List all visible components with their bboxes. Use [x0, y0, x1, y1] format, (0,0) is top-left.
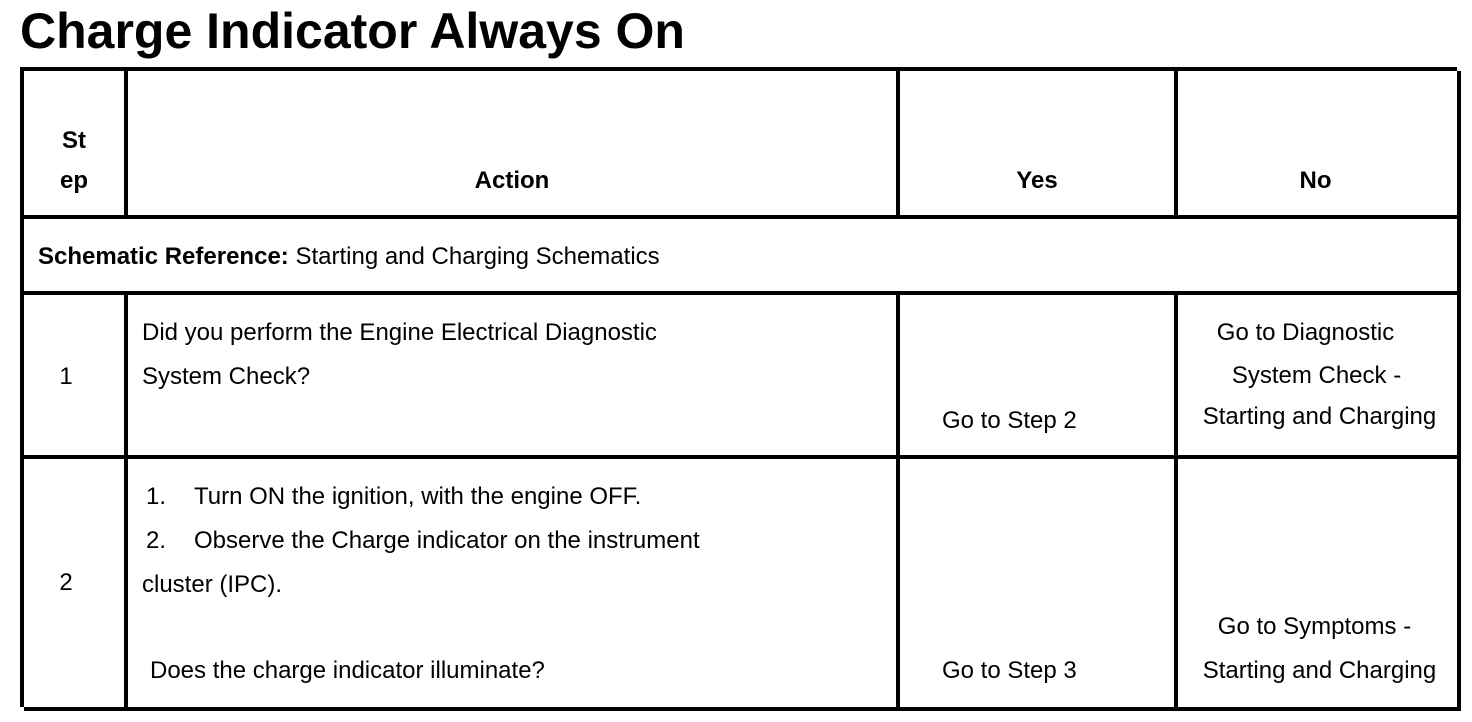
row1-action-line2: System Check? [142, 363, 311, 390]
schematic-reference-value: Starting and Charging Schematics [295, 243, 660, 270]
row1-no-line2: System Check - [1231, 362, 1402, 389]
row2-no[interactable] [1178, 605, 1461, 693]
row2-yes[interactable]: Go to Step 3 [942, 657, 1077, 684]
row2-step: 2 [59, 569, 73, 596]
header-no: No [1299, 167, 1332, 194]
row2-yes-cell [900, 459, 1178, 711]
row2-action-item2 [146, 519, 700, 563]
row1-yes[interactable]: Go to Step 2 [942, 407, 1077, 434]
row1-no-line1: Go to Diagnostic [1216, 319, 1395, 346]
row1-action-line1: Did you perform the Engine Electrical Diagnostic [142, 319, 657, 346]
header-no-cell [1178, 71, 1461, 219]
row1-step: 1 [59, 363, 73, 390]
row2-action-item2-text: Observe the Charge indicator on the instrument [194, 527, 700, 554]
row2-action-item1 [146, 475, 641, 519]
row2-action-item2-num: 2. [146, 527, 167, 554]
row2-action-cell [128, 459, 900, 711]
header-action-cell [128, 71, 900, 219]
header-yes-cell [900, 71, 1178, 219]
diagnostic-table [20, 67, 1457, 707]
row2-no-cell [1178, 459, 1461, 711]
row1-yes-cell [900, 295, 1178, 459]
row1-no-cell [1178, 295, 1461, 459]
schematic-reference-row [24, 219, 1461, 295]
row2-action-item1-text: Turn ON the ignition, with the engine OFF. [194, 483, 642, 510]
row1-no-line3: Starting and Charging [1202, 403, 1437, 430]
row2-action-item1-num: 1. [146, 483, 167, 510]
row2-step-cell [24, 459, 128, 711]
schematic-reference [38, 235, 660, 279]
row2-action-question: Does the charge indicator illuminate? [150, 657, 545, 684]
row1-no[interactable] [1178, 311, 1461, 437]
row1-action-cell [128, 295, 900, 459]
row2-no-line1: Go to Symptoms - [1217, 613, 1412, 640]
header-step-line2: ep [59, 167, 88, 194]
row2-action-continuation: cluster (IPC). [142, 571, 283, 598]
header-step-line1: St [62, 127, 86, 154]
header-action: Action [474, 167, 550, 194]
schematic-reference-label: Schematic Reference: [38, 243, 289, 270]
header-step [24, 121, 124, 201]
row1-step-cell [24, 295, 128, 459]
page-title: Charge Indicator Always On [20, 3, 685, 59]
header-yes: Yes [1016, 167, 1058, 194]
row2-no-line2: Starting and Charging [1202, 657, 1437, 684]
header-step-cell [24, 71, 128, 219]
